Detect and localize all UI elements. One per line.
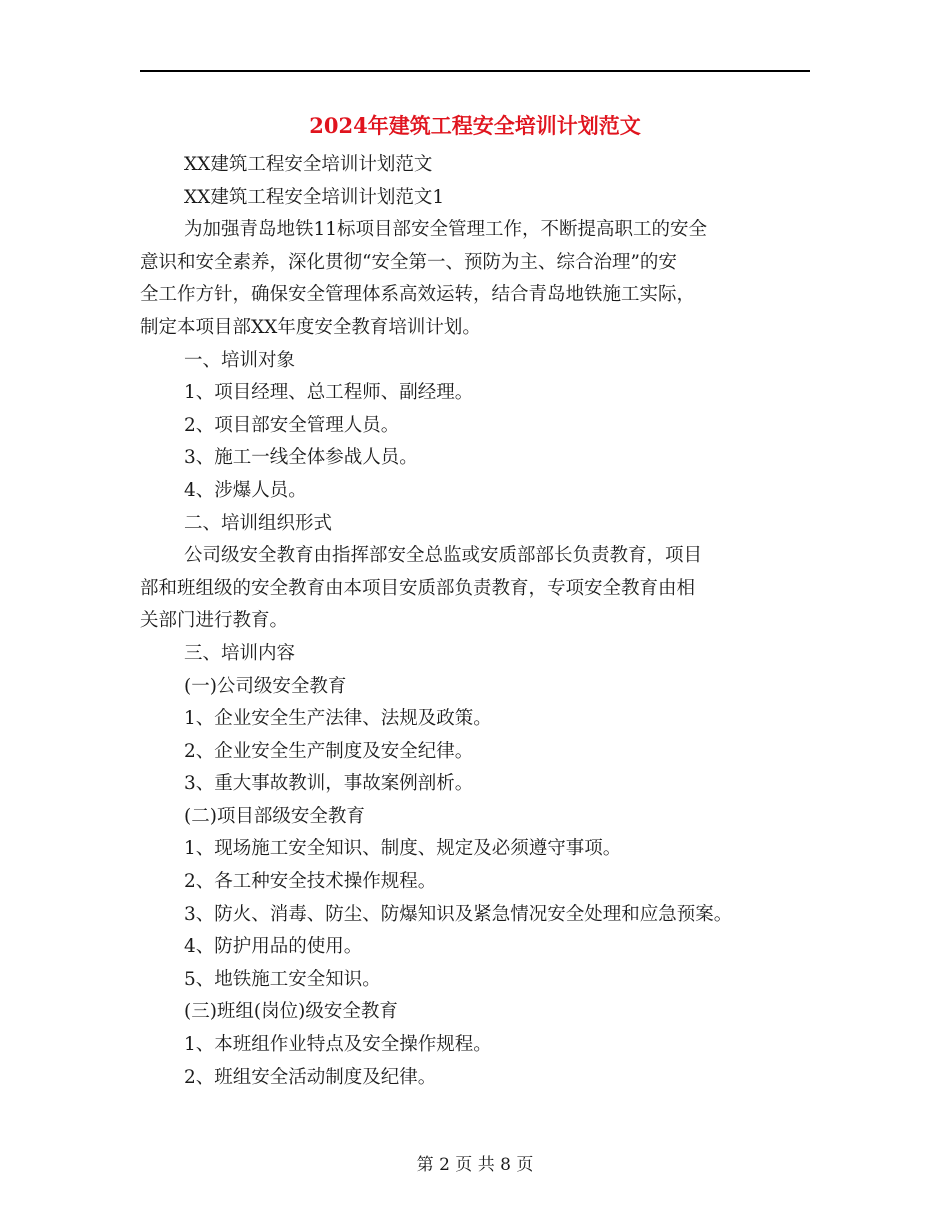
paragraph-line: 一、培训对象: [184, 349, 296, 371]
paragraph-line: 4、涉爆人员。: [184, 479, 307, 501]
paragraph-line: 1、企业安全生产法律、法规及政策。: [184, 708, 492, 730]
paragraph-line: 2、企业安全生产制度及安全纪律。: [184, 740, 474, 762]
paragraph-continuation-line: 部和班组级的安全教育由本项目安质部负责教育，专项安全教育由相: [140, 577, 696, 599]
paragraph-line: 1、本班组作业特点及安全操作规程。: [184, 1034, 492, 1056]
paragraph-continuation-line: 关部门进行教育。: [140, 610, 289, 632]
paragraph-line: XX建筑工程安全培训计划范文: [184, 154, 433, 175]
page-number: 第 2 页 共 8 页: [416, 1155, 534, 1175]
paragraph-continuation-line: 制定本项目部XX年度安全教育培训计划。: [140, 316, 481, 338]
paragraph-line: (三)班组(岗位)级安全教育: [184, 1001, 398, 1023]
paragraph-line: 三、培训内容: [184, 642, 296, 664]
document-title: 2024年建筑工程安全培训计划范文: [309, 113, 641, 138]
paragraph-line: 1、项目经理、总工程师、副经理。: [184, 382, 474, 404]
paragraph-line: 3、重大事故教训，事故案例剖析。: [184, 773, 474, 795]
paragraph-line: 3、防火、消毒、防尘、防爆知识及紧急情况安全处理和应急预案。: [184, 903, 733, 925]
paragraph-continuation-line: 意识和安全素养，深化贯彻“安全第一、预防为主、综合治理”的安: [140, 251, 677, 273]
paragraph-line: XX建筑工程安全培训计划范文1: [184, 186, 445, 208]
paragraph-line: 3、施工一线全体参战人员。: [184, 447, 418, 469]
paragraph-line: 2、班组安全活动制度及纪律。: [184, 1066, 437, 1088]
paragraph-line: 4、防护用品的使用。: [184, 936, 363, 958]
paragraph-continuation-line: 全工作方针，确保安全管理体系高效运转，结合青岛地铁施工实际，: [140, 284, 696, 306]
paragraph-line: 5、地铁施工安全知识。: [184, 968, 381, 990]
paragraph-line: 为加强青岛地铁11标项目部安全管理工作，不断提高职工的安全: [184, 219, 708, 241]
paragraph-line: 公司级安全教育由指挥部安全总监或安质部部长负责教育，项目: [184, 545, 703, 567]
header-rule: [140, 70, 810, 72]
paragraph-line: 1、现场施工安全知识、制度、规定及必须遵守事项。: [184, 838, 622, 860]
paragraph-line: 2、项目部安全管理人员。: [184, 414, 400, 436]
paragraph-line: (二)项目部级安全教育: [184, 805, 365, 827]
paragraph-line: 2、各工种安全技术操作规程。: [184, 871, 437, 893]
document-body: [140, 149, 820, 1094]
paragraph-line: 二、培训组织形式: [184, 512, 333, 534]
paragraph-line: (一)公司级安全教育: [184, 675, 347, 697]
